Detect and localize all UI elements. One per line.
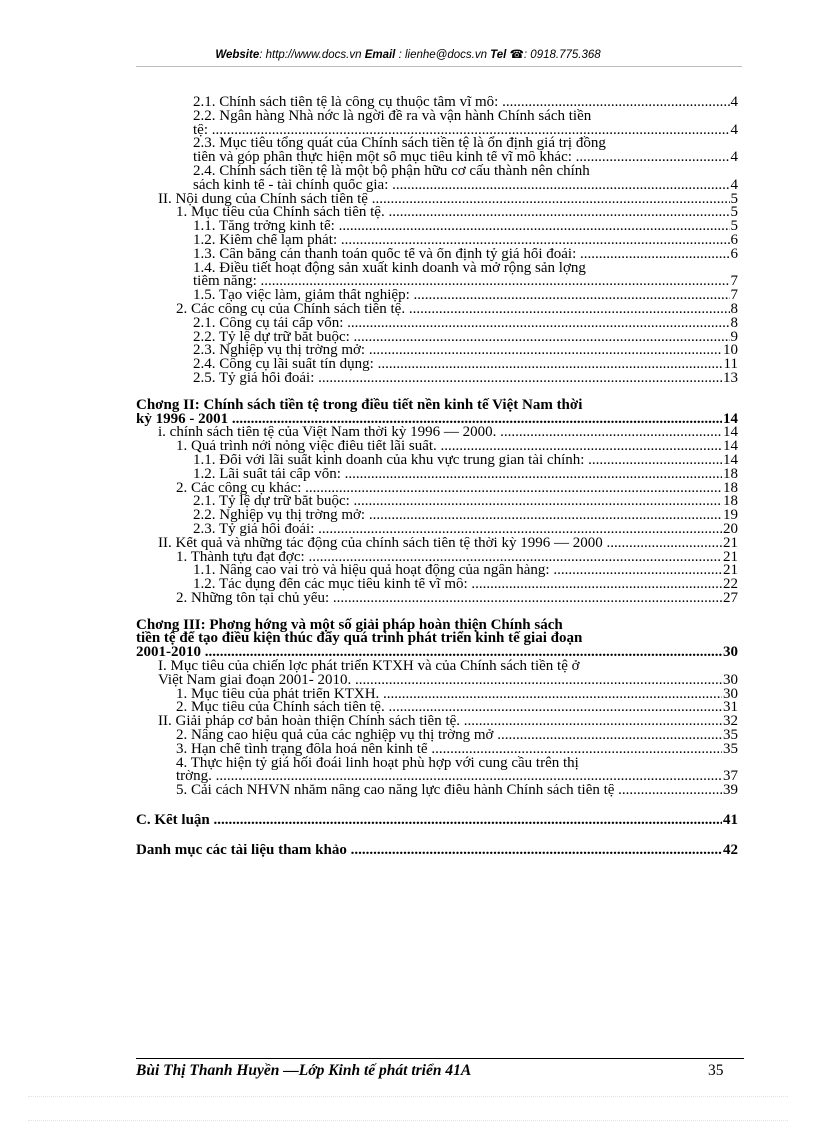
toc-entry[interactable]: 2.1. Công cụ tái cấp vốn: ..... 8 [136, 317, 738, 331]
header-divider [136, 66, 742, 67]
toc-entry[interactable]: 1.4. Điều tiết hoạt động sản xuất kinh doanh và mở rộng sản lợng tiềm năng: ..... 7 [136, 262, 738, 290]
email-value[interactable]: : lienhe@docs.vn [398, 49, 487, 61]
toc-entry[interactable]: 2. Mục tiêu của Chính sách tiền tệ. ..... 31 [136, 701, 738, 715]
website-value[interactable]: : http://www.docs.vn [259, 49, 362, 61]
toc-entry[interactable]: 2. Nâng cao hiệu quả của các nghiệp vụ thị trờng mở ..... 35 [136, 729, 738, 743]
toc-chapter[interactable]: C. Kết luận ..... 41 [136, 814, 738, 828]
toc-entry[interactable]: 3. Hạn chế tình trạng đôla hoá nền kinh tế ..... 35 [136, 743, 738, 757]
toc-entry[interactable]: 1.1. Đối với lãi suất kinh doanh của khu vực trung gian tài chính: ..... 14 [136, 454, 738, 468]
toc-entry[interactable]: 2. Những tồn tại chủ yếu: ..... 27 [136, 592, 738, 606]
toc-entry[interactable]: 2.3. Nghiệp vụ thị trờng mở: ..... 10 [136, 344, 738, 358]
page-edge-dots [28, 1120, 788, 1121]
website-label: Website [215, 49, 260, 61]
page-header [0, 47, 816, 61]
toc-entry[interactable]: 1. Mục tiêu của Chính sách tiền tệ. ..... 5 [136, 206, 738, 220]
toc-entry[interactable]: 2.2. Nghiệp vụ thị trờng mở: ..... 19 [136, 509, 738, 523]
toc-entry[interactable]: 2.4. Công cụ lãi suất tín dụng: ..... 11 [136, 358, 738, 372]
toc-entry[interactable]: 4. Thực hiện tỷ giá hối đoái linh hoạt phù hợp với cung cầu trên thị trờng. ..... 37 [136, 757, 738, 785]
toc-entry[interactable]: II. Giải pháp cơ bản hoàn thiện Chính sách tiền tệ. ..... 32 [136, 715, 738, 729]
toc-entry[interactable]: II. Nội dung của Chính sách tiền tệ ..... 5 [136, 193, 738, 207]
page-number: 35 [708, 1062, 724, 1079]
toc-entry[interactable]: I. Mục tiêu của chiến lợc phát triển KTXH và của Chính sách tiền tệ ở Việt Nam giai đoạn 2001- 2010. ..... 30 [136, 660, 738, 688]
toc-entry[interactable]: 1.2. Kiềm chế lạm phát: ..... 6 [136, 234, 738, 248]
toc-entry[interactable]: 2.4. Chính sách tiền tệ là một bộ phận hữu cơ cấu thành nên chính sách kinh tế - tài chính quốc gia: ..... 4 [136, 165, 738, 193]
footer-author: Bùi Thị Thanh Huyền —Lớp Kinh tế phát triển 41A [136, 1062, 472, 1079]
toc-entry[interactable]: 2.2. Ngân hàng Nhà nớc là ngời đề ra và vận hành Chính sách tiền tệ: ..... 4 [136, 110, 738, 138]
toc-entry[interactable]: II. Kết quả và những tác động của chính sách tiền tệ thời kỳ 1996 — 2000 ..... 21 [136, 537, 738, 551]
table-of-contents [136, 96, 738, 858]
toc-entry[interactable]: 1.2. Lãi suất tái cấp vốn: ..... 18 [136, 468, 738, 482]
phone-icon: ☎ [509, 49, 524, 61]
spacer [136, 828, 738, 844]
toc-entry[interactable]: 1. Thành tựu đạt đợc: ..... 21 [136, 551, 738, 565]
tel-label: Tel [490, 49, 507, 61]
toc-entry[interactable]: 2.1. Chính sách tiền tệ là công cụ thuộc tầm vĩ mô: ..... 4 [136, 96, 738, 110]
tel-value: : 0918.775.368 [523, 49, 601, 61]
toc-chapter[interactable]: Chơng II: Chính sách tiền tệ trong điều tiết nền kinh tế Việt Nam thời kỳ 1996 - 2001 ..... 14 [136, 399, 738, 427]
toc-entry[interactable]: 1.2. Tác dụng đến các mục tiêu kinh tế vĩ mô: ..... 22 [136, 578, 738, 592]
toc-entry[interactable]: 5. Cải cách NHVN nhằm nâng cao năng lực điều hành Chính sách tiền tệ ..... 39 [136, 784, 738, 798]
toc-entry[interactable]: 1.3. Cân bằng cán thanh toán quốc tế và ổn định tỷ giá hối đoái: ..... 6 [136, 248, 738, 262]
toc-entry[interactable]: 2. Các công cụ của Chính sách tiền tệ. ..... 8 [136, 303, 738, 317]
toc-entry[interactable]: 1.5. Tạo việc làm, giảm thất nghiệp: ..... 7 [136, 289, 738, 303]
toc-entry[interactable]: 1. Mục tiêu của phát triển KTXH. ..... 30 [136, 688, 738, 702]
footer-divider [136, 1058, 744, 1059]
toc-entry[interactable]: 1.1. Nâng cao vai trò và hiệu quả hoạt động của ngân hàng: ..... 21 [136, 564, 738, 578]
toc-entry[interactable]: 2.1. Tỷ lệ dự trữ bắt buộc: ..... 18 [136, 495, 738, 509]
toc-entry[interactable]: i. chính sách tiền tệ của Việt Nam thời kỳ 1996 — 2000. ..... 14 [136, 426, 738, 440]
toc-chapter[interactable]: Chơng III: Phơng hớng và một số giải pháp hoàn thiện Chính sách tiền tệ để tạo điều kiện thúc đẩy quá trình phát triển kinh tế giai đoạn 2001-2010 ..... 30 [136, 619, 738, 660]
toc-entry[interactable]: 2.3. Tỷ giá hối đoái: ..... 20 [136, 523, 738, 537]
toc-entry[interactable]: 2.5. Tỷ giá hối đoái: ..... 13 [136, 372, 738, 386]
toc-entry[interactable]: 2. Các công cụ khác: ..... 18 [136, 482, 738, 496]
toc-entry[interactable]: 1.1. Tăng trởng kinh tế: ..... 5 [136, 220, 738, 234]
spacer [136, 798, 738, 814]
page-edge-dots [28, 1096, 788, 1097]
email-label: Email [364, 49, 396, 61]
toc-entry[interactable]: 2.3. Mục tiêu tổng quát của Chính sách tiền tệ là ổn định giá trị đồng tiền và góp phần thực hiện một số mục tiêu kinh tế vĩ mô khác: ..... 4 [136, 137, 738, 165]
toc-entry[interactable]: 2.2. Tỷ lệ dự trữ bắt buộc: ..... 9 [136, 331, 738, 345]
toc-entry[interactable]: 1. Quá trình nới nỏng việc điều tiết lãi suất. ..... 14 [136, 440, 738, 454]
toc-chapter[interactable]: Danh mục các tài liệu tham khảo ..... 42 [136, 844, 738, 858]
